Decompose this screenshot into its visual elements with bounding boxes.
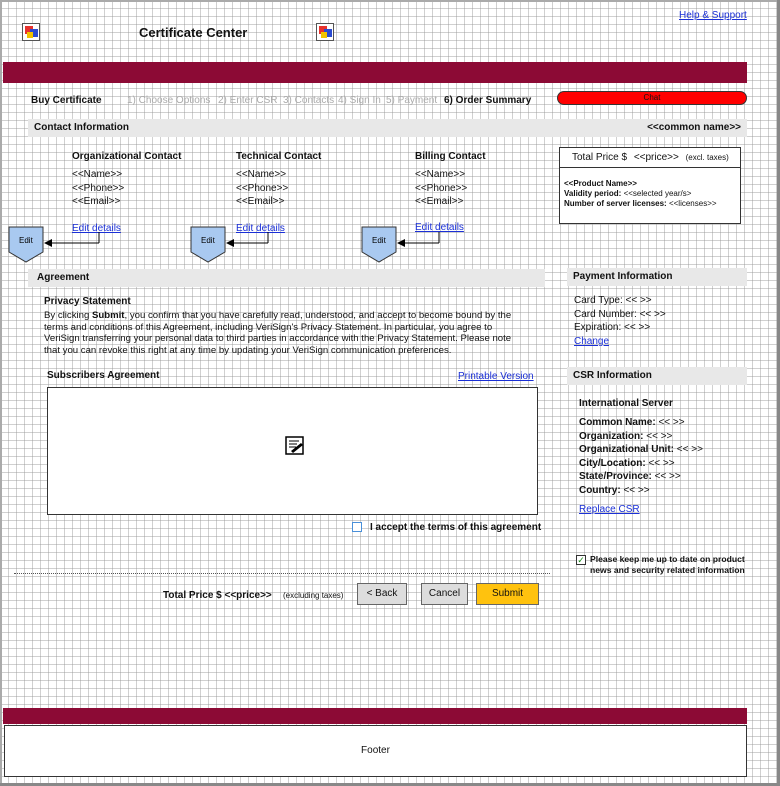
csr-city: [579, 458, 675, 469]
step-buy-certificate: Buy Certificate: [31, 95, 102, 106]
privacy-statement-title: Privacy Statement: [44, 296, 131, 307]
edit-marker-tech: [190, 226, 270, 264]
card-type: Card Type: << >>: [574, 295, 652, 306]
newsletter-line1: Please keep me up to date on product: [590, 554, 745, 564]
csr-common-name-value: << >>: [658, 417, 685, 428]
step-order-summary: 6) Order Summary: [444, 95, 532, 106]
dotted-divider: [14, 573, 550, 574]
total-price-label: Total Price $: [572, 152, 628, 163]
replace-csr-link[interactable]: Replace CSR: [579, 504, 640, 515]
licenses-label: Number of server licenses:: [564, 199, 667, 208]
privacy-text-line2: terms and conditions of this Agreement, including VeriSign's Privacy Statement. In particular, you agree to: [44, 321, 493, 333]
org-contact-phone: <<Phone>>: [72, 183, 125, 194]
csr-organization-value: << >>: [646, 431, 673, 442]
tech-edit-details-link[interactable]: Edit details: [236, 223, 285, 234]
checkmark-icon: ✓: [577, 555, 585, 565]
newsletter-line2: news and security related information: [590, 565, 745, 575]
csr-city-label: City/Location:: [579, 458, 646, 469]
privacy-text-line1: , you confirm that you have carefully read, understood, and accept to become bound by the: [124, 310, 512, 321]
org-edit-details-link[interactable]: Edit details: [72, 223, 121, 234]
csr-state: [579, 471, 681, 482]
subscribers-agreement-title: Subscribers Agreement: [47, 370, 160, 381]
privacy-statement-text: [44, 310, 544, 356]
card-number: Card Number: << >>: [574, 309, 666, 320]
billing-contact-title: Billing Contact: [415, 151, 486, 162]
csr-server-type: International Server: [579, 398, 673, 409]
total-price-value: <<price>>: [633, 152, 679, 163]
edit-marker-label: Edit: [19, 236, 33, 245]
csr-city-value: << >>: [648, 458, 675, 469]
printable-version-link[interactable]: Printable Version: [458, 371, 534, 382]
cancel-button[interactable]: Cancel: [421, 583, 468, 605]
footer-total-price: Total Price $ <<price>>: [163, 590, 272, 601]
edit-marker-org: [8, 226, 100, 264]
step-choose-options: 1) Choose Options: [127, 95, 211, 106]
brand-band: [3, 62, 747, 83]
privacy-text-line3: VeriSign transferring your personal data to third parties in accordance with the Privacy Statement. Please note: [44, 333, 512, 344]
submit-button[interactable]: Submit: [476, 583, 539, 605]
change-payment-link[interactable]: Change: [574, 336, 610, 347]
back-button[interactable]: < Back: [357, 583, 407, 605]
step-sign-in: 4) Sign In: [338, 95, 381, 106]
tech-contact-email: <<Email>>: [236, 196, 285, 207]
validity-label: Validity period:: [564, 189, 622, 198]
org-contact-email: <<Email>>: [72, 196, 121, 207]
product-name: <<Product Name>>: [564, 179, 637, 188]
step-contacts: 3) Contacts: [283, 95, 335, 106]
logo-icon: [22, 23, 40, 41]
footer-excluding-taxes: (excluding taxes): [283, 591, 344, 600]
org-contact-title: Organizational Contact: [72, 151, 182, 162]
tech-contact-phone: <<Phone>>: [236, 183, 289, 194]
csr-state-label: State/Province:: [579, 471, 652, 482]
csr-country-value: << >>: [623, 485, 650, 496]
csr-organization: [579, 431, 672, 442]
privacy-text-pre: By clicking: [44, 310, 92, 321]
privacy-text-bold: Submit: [91, 310, 125, 321]
total-price-excl: (excl. taxes): [685, 153, 729, 162]
newsletter-label: [590, 554, 745, 576]
billing-contact-phone: <<Phone>>: [415, 183, 468, 194]
logo-icon: [316, 23, 334, 41]
common-name-value: <<common name>>: [647, 122, 741, 133]
org-contact-name: <<Name>>: [72, 169, 123, 180]
subscribers-agreement-box[interactable]: [47, 387, 538, 515]
card-expiration: Expiration: << >>: [574, 322, 651, 333]
tech-contact-name: <<Name>>: [236, 169, 287, 180]
privacy-text-line4: that you can revoke this right at any time by updating your VeriSign communication preferences.: [44, 344, 452, 356]
billing-edit-details-link[interactable]: Edit details: [415, 222, 464, 233]
csr-org-unit: [579, 444, 703, 455]
newsletter-checkbox[interactable]: [576, 555, 586, 565]
chat-label: Chat: [643, 93, 661, 102]
validity-value: <<selected year/s>: [623, 189, 692, 198]
document-edit-icon: [285, 436, 305, 456]
price-summary-box: [559, 147, 741, 224]
edit-marker-billing: [361, 226, 441, 264]
agreement-bar: [28, 269, 545, 287]
agreement-section-title: Agreement: [37, 272, 90, 283]
edit-marker-label: Edit: [201, 236, 215, 245]
csr-section-title: CSR Information: [573, 370, 652, 381]
csr-country-label: Country:: [579, 485, 621, 496]
csr-information-bar: [567, 367, 747, 385]
csr-common-name: [579, 417, 685, 428]
payment-information-bar: [567, 268, 747, 286]
billing-contact-email: <<Email>>: [415, 196, 464, 207]
csr-country: [579, 485, 650, 496]
accept-terms-label: I accept the terms of this agreement: [370, 522, 542, 533]
billing-contact-name: <<Name>>: [415, 169, 466, 180]
step-payment: 5) Payment: [386, 95, 438, 106]
csr-state-value: << >>: [654, 471, 681, 482]
footer-text: Footer: [361, 745, 390, 756]
footer: [4, 725, 747, 777]
csr-org-unit-value: << >>: [676, 444, 703, 455]
tech-contact-title: Technical Contact: [236, 151, 322, 162]
contact-section-title: Contact Information: [34, 122, 129, 133]
brand-band-bottom: [3, 708, 747, 724]
price-box-header: [560, 148, 740, 168]
chat-button[interactable]: [557, 91, 747, 105]
csr-common-name-label: Common Name:: [579, 417, 656, 428]
contact-information-bar: [28, 119, 747, 137]
csr-organization-label: Organization:: [579, 431, 644, 442]
licenses-value: <<licenses>>: [668, 199, 717, 208]
page-title: Certificate Center: [139, 25, 248, 40]
payment-section-title: Payment Information: [573, 271, 673, 282]
edit-marker-label: Edit: [372, 236, 386, 245]
csr-org-unit-label: Organizational Unit:: [579, 444, 674, 455]
step-enter-csr: 2) Enter CSR: [218, 95, 278, 106]
help-support-link[interactable]: Help & Support: [679, 10, 747, 21]
accept-terms-checkbox[interactable]: [352, 522, 362, 532]
